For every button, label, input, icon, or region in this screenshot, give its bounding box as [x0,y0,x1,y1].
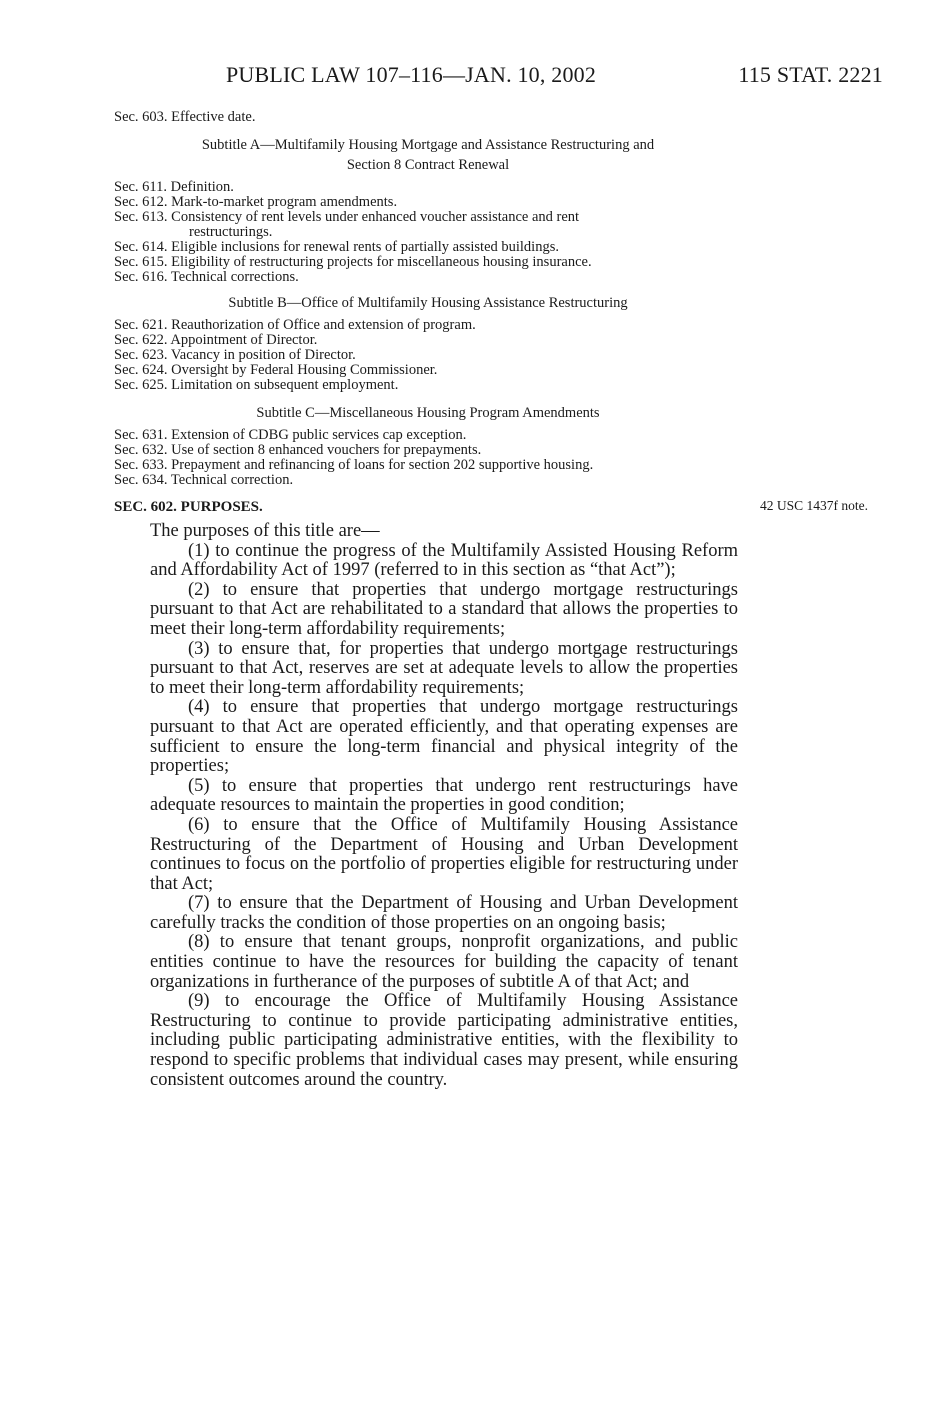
toc-entry: Sec. 616. Technical corrections. [114,269,299,285]
section-heading: SEC. 602. PURPOSES. [114,499,263,515]
toc-entry: Sec. 612. Mark-to-market program amendments. [114,194,398,210]
toc-entry: Sec. 631. Extension of CDBG public services cap exception. [114,427,467,443]
subtitle-a-line2: Section 8 Contract Renewal [346,157,510,173]
toc-entry: Sec. 603. Effective date. [114,109,256,125]
toc-entry: Sec. 624. Oversight by Federal Housing Commissioner. [114,362,438,378]
purpose-paragraph-7: (7) to ensure that the Department of Housing and Urban Development carefully tracks the condition of those properties on an ongoing basis; [150,893,738,933]
purpose-paragraph-9: (9) to encourage the Office of Multifamily Housing Assistance Restructuring to continue to provide participating administrative entities, including public participating administrative entities, with the flexibility to respond to specific problems that individual cases may present, while ensuring consistent outcomes around the country. [150,991,738,1090]
subtitle-a-heading [28,135,828,175]
toc-entry: Sec. 622. Appointment of Director. [114,332,318,348]
purpose-paragraph-4: (4) to ensure that properties that undergo mortgage restructurings pursuant to that Act are operated efficiently, and that operating expenses are sufficient to ensure the long-term financial and physical integrity of the properties; [150,697,738,777]
toc-entry-continuation: restructurings. [189,224,273,240]
purpose-paragraph-8: (8) to ensure that tenant groups, nonprofit organizations, and public entities continue to have the resources for building the capacity of tenant organizations in furtherance of the purposes of subtitle A of that Act; and [150,932,738,992]
toc-subtitle-c [114,428,754,488]
toc-entry: Sec. 634. Technical correction. [114,472,294,488]
page-header [0,62,947,92]
purpose-paragraph-2: (2) to ensure that properties that undergo mortgage restructurings pursuant to that Act are rehabilitated to a standard that allows the properties to meet their long-term affordability requirements; [150,579,738,639]
purpose-paragraph-3: (3) to ensure that, for properties that undergo mortgage restructurings pursuant to that Act, reserves are set at adequate levels to allow the properties to meet their long-term affordability requirements; [150,638,738,698]
toc-entry: Sec. 614. Eligible inclusions for renewal rents of partially assisted buildings. [114,239,559,255]
toc-entry: Sec. 625. Limitation on subsequent employment. [114,377,399,393]
running-title: PUBLIC LAW 107–116—JAN. 10, 2002 [226,62,597,87]
purpose-paragraph-5: (5) to ensure that properties that undergo rent restructurings have adequate resources to maintain the properties in good condition; [150,775,738,816]
toc-entry: Sec. 611. Definition. [114,179,234,195]
toc-top [114,110,754,125]
subtitle-a-line1: Subtitle A—Multifamily Housing Mortgage and Assistance Restructuring and [201,137,655,153]
margin-citation: 42 USC 1437f note. [760,498,868,513]
statute-page-number: 115 STAT. 2221 [738,62,883,87]
subtitle-b-heading: Subtitle B—Office of Multifamily Housing Assistance Restructuring [228,295,628,311]
toc-subtitle-a [114,180,754,285]
toc-entry: Sec. 615. Eligibility of restructuring projects for miscellaneous housing insurance. [114,254,592,270]
section-intro: The purposes of this title are— [150,521,380,541]
subtitle-c-heading: Subtitle C—Miscellaneous Housing Program Amendments [256,405,600,421]
toc-entry: Sec. 632. Use of section 8 enhanced vouchers for prepayments. [114,442,482,458]
toc-entry: Sec. 613. Consistency of rent levels under enhanced voucher assistance and rent [114,209,580,225]
toc-entry: Sec. 623. Vacancy in position of Director. [114,347,356,363]
toc-entry: Sec. 633. Prepayment and refinancing of loans for section 202 supportive housing. [114,457,594,473]
toc-entry: Sec. 621. Reauthorization of Office and extension of program. [114,317,476,333]
section-body [150,522,738,1090]
purpose-paragraph-6: (6) to ensure that the Office of Multifamily Housing Assistance Restructuring of the Department of Housing and Urban Development continues to focus on the portfolio of properties eligible for restructuring under that Act; [150,814,738,894]
toc-subtitle-b [114,318,754,393]
purpose-paragraph-1: (1) to continue the progress of the Multifamily Assisted Housing Reform and Affordability Act of 1997 (referred to in this section as “that Act”); [150,540,738,581]
